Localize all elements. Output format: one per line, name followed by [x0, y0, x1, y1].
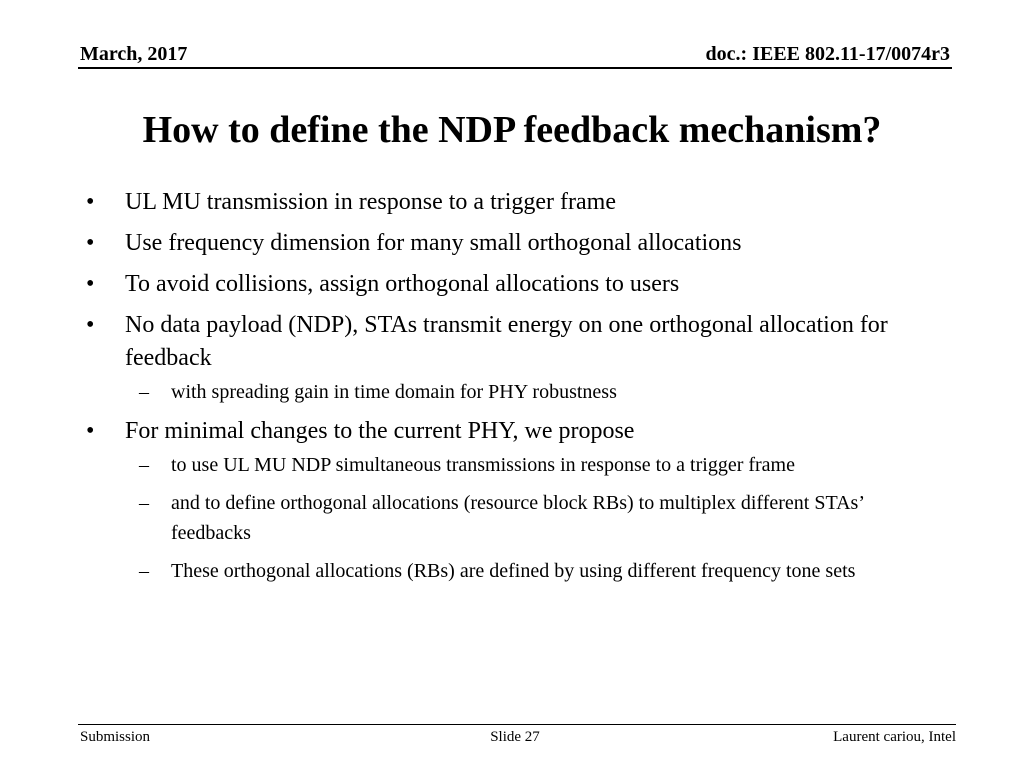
sub-bullet-list [125, 450, 946, 586]
header-divider [78, 67, 952, 69]
bullet-text: UL MU transmission in response to a trigger frame [125, 189, 617, 215]
bullet-item [86, 186, 946, 219]
sub-bullet-marker: – [139, 492, 149, 514]
header-document-id: doc.: IEEE 802.11-17/0074r3 [705, 43, 950, 65]
sub-bullet-item [125, 450, 946, 480]
bullet-list [86, 186, 946, 594]
bullet-text: Use frequency dimension for many small orthogonal allocations [125, 230, 742, 256]
sub-bullet-marker: – [139, 381, 149, 403]
sub-bullet-marker: – [139, 560, 149, 582]
sub-bullet-text: and to define orthogonal allocations (resource block RBs) to multiplex different STAs’ feedbacks [171, 492, 864, 544]
sub-bullet-marker: – [139, 454, 149, 476]
bullet-marker: • [86, 230, 95, 256]
bullet-marker: • [86, 312, 95, 338]
bullet-item [86, 415, 946, 586]
sub-bullet-text: to use UL MU NDP simultaneous transmissions in response to a trigger frame [171, 454, 795, 476]
sub-bullet-text: These orthogonal allocations (RBs) are defined by using different frequency tone sets [171, 560, 856, 582]
bullet-text: No data payload (NDP), STAs transmit energy on one orthogonal allocation for feedback [125, 312, 888, 371]
sub-bullet-list [125, 377, 946, 407]
sub-bullet-item [125, 377, 946, 407]
bullet-item [86, 227, 946, 260]
header-date: March, 2017 [80, 43, 188, 65]
footer-author: Laurent cariou, Intel [833, 729, 956, 745]
bullet-marker: • [86, 418, 95, 444]
bullet-item [86, 309, 946, 407]
bullet-text: To avoid collisions, assign orthogonal allocations to users [125, 271, 680, 297]
sub-bullet-item [125, 488, 946, 548]
bullet-item [86, 268, 946, 301]
bullet-marker: • [86, 271, 95, 297]
footer-slide-number: Slide 27 [490, 729, 540, 745]
sub-bullet-item [125, 556, 946, 586]
sub-bullet-text: with spreading gain in time domain for PHY robustness [171, 381, 617, 403]
bullet-text: For minimal changes to the current PHY, we propose [125, 418, 635, 444]
footer-divider [78, 724, 956, 725]
footer-submission-label: Submission [80, 729, 151, 745]
slide-title: How to define the NDP feedback mechanism? [142, 109, 882, 151]
bullet-marker: • [86, 189, 95, 215]
